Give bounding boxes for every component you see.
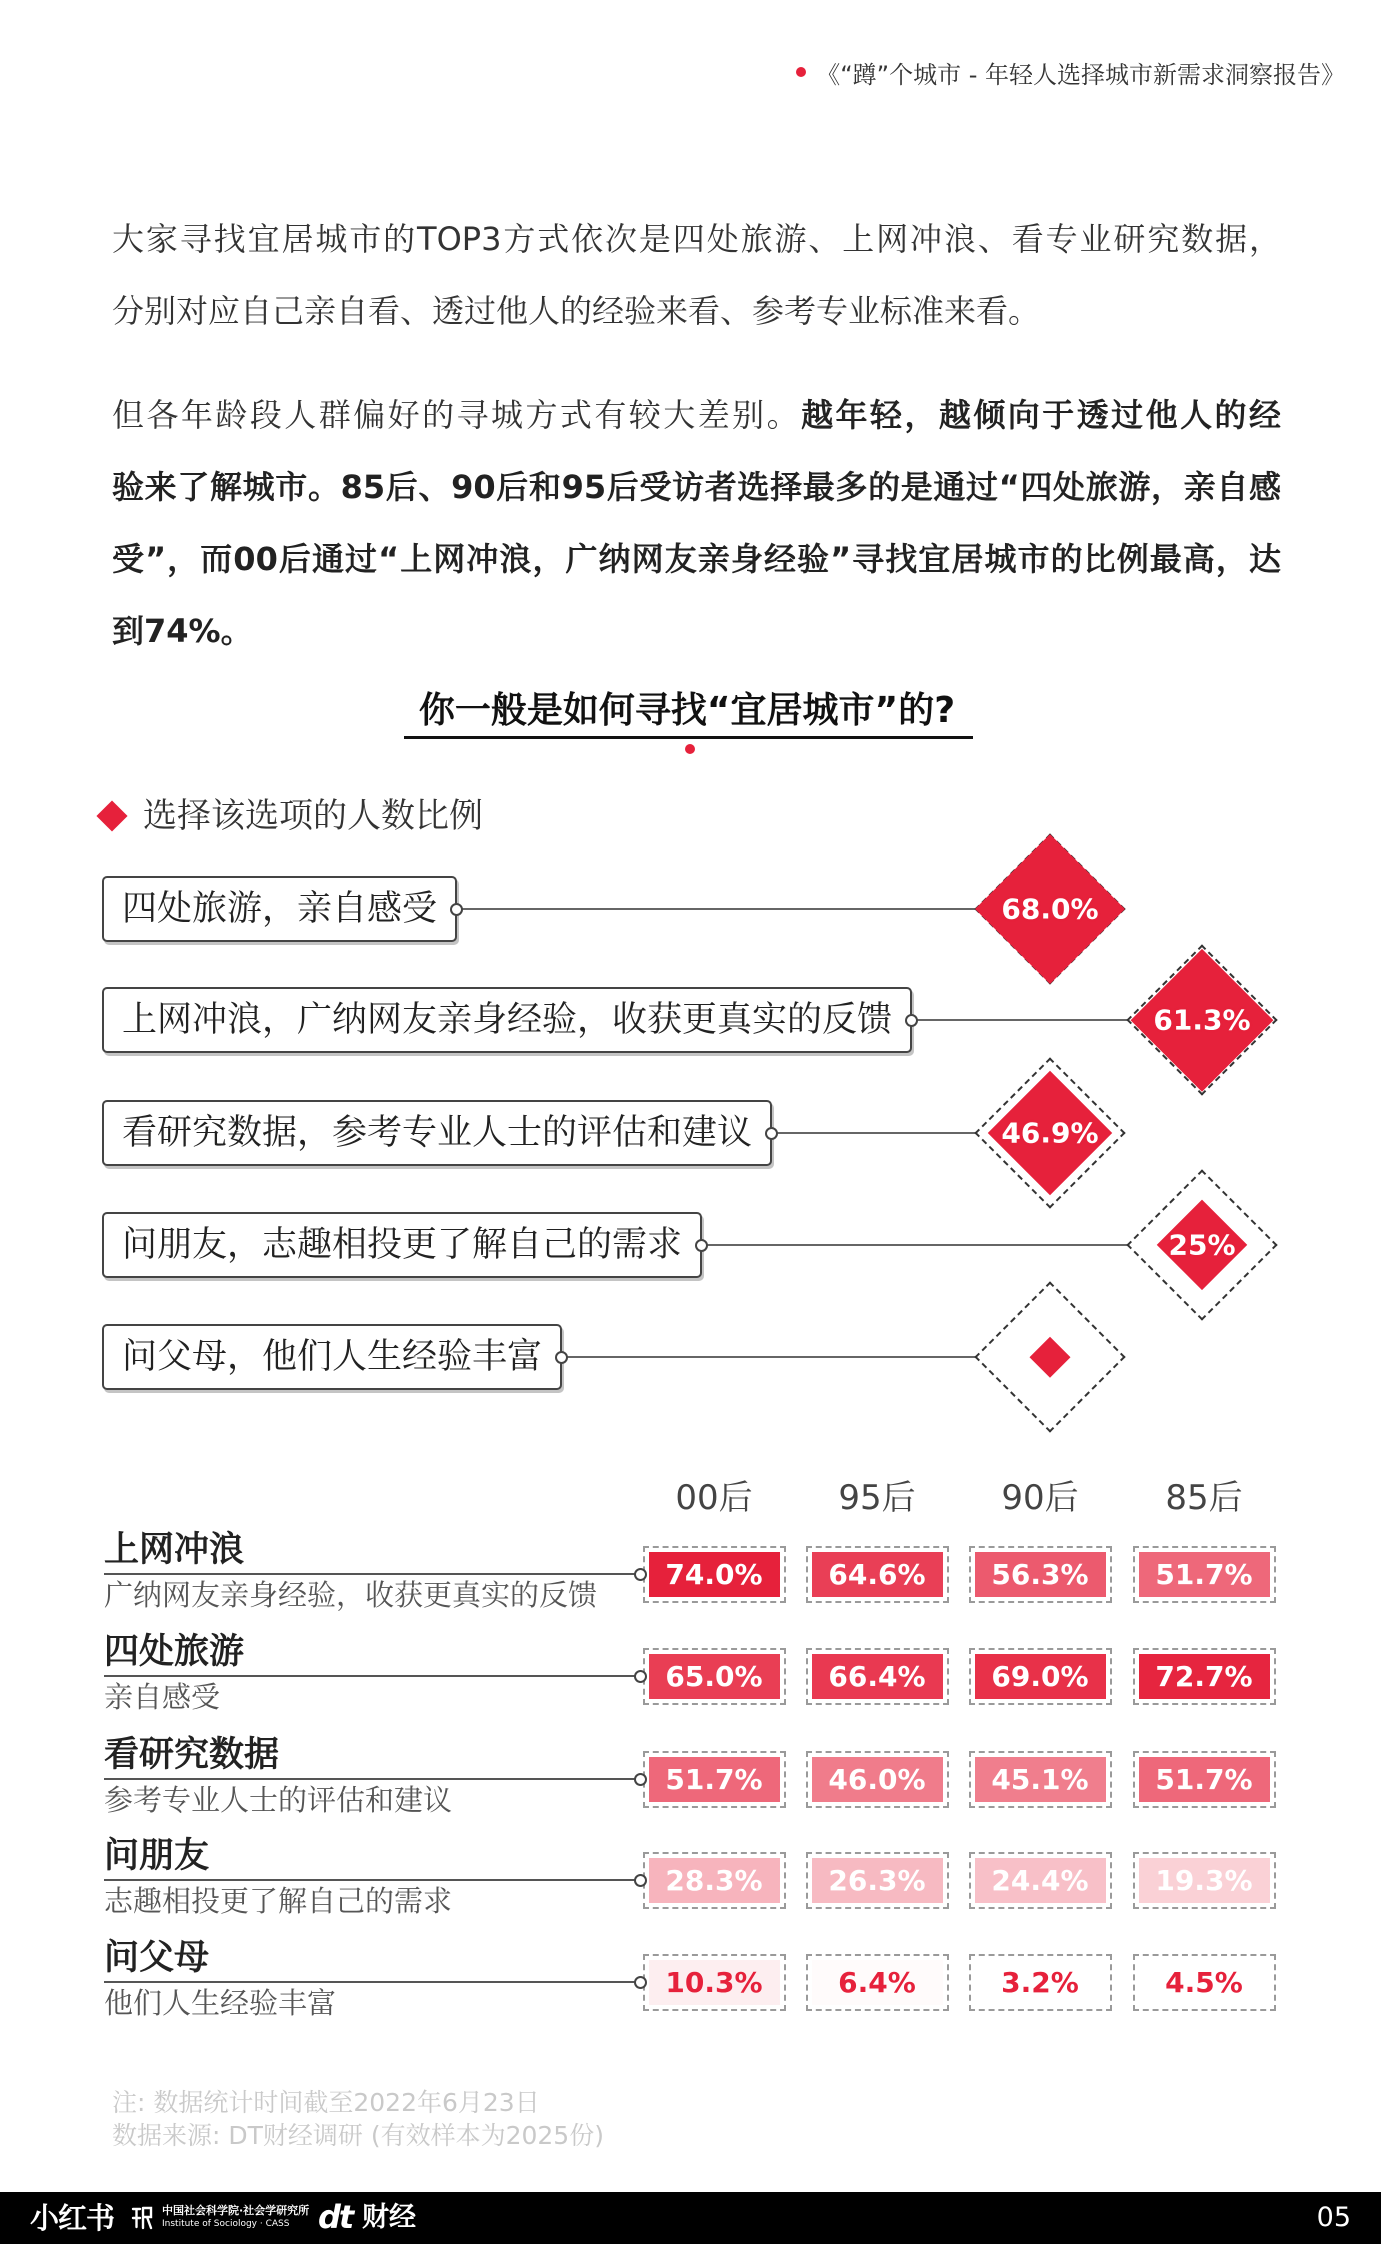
row-subtitle: 广纳网友亲身经验，收获更真实的反馈 — [104, 1578, 598, 1612]
title-dot-icon — [685, 744, 695, 754]
value-cell — [969, 1954, 1112, 2011]
option-label: 四处旅游，亲自感受 — [102, 876, 457, 942]
value-cell — [643, 1852, 786, 1909]
option-row — [102, 987, 1202, 1053]
value-cell — [806, 1751, 949, 1808]
value-cell — [643, 1648, 786, 1705]
intro-paragraph-2 — [112, 379, 1281, 667]
diamond-value-label: 61.3% — [1153, 1003, 1251, 1037]
value-cell — [969, 1648, 1112, 1705]
dt-logo-mark: dt — [318, 2198, 353, 2236]
value-cell — [806, 1954, 949, 2011]
value-cell-label: 10.3% — [665, 1965, 763, 1999]
row-subtitle: 志趣相投更了解自己的需求 — [104, 1884, 453, 1918]
value-cell — [969, 1546, 1112, 1603]
option-label: 问父母，他们人生经验丰富 — [102, 1324, 562, 1390]
value-cell-label: 69.0% — [991, 1659, 1089, 1693]
column-header: 95后 — [838, 1478, 916, 1518]
title-underline — [404, 736, 973, 739]
value-cell — [1133, 1546, 1276, 1603]
value-cell — [643, 1954, 786, 2011]
value-cell-label: 56.3% — [991, 1557, 1089, 1591]
value-cell-label: 51.7% — [1155, 1557, 1253, 1591]
value-cell — [1133, 1852, 1276, 1909]
cass-emblem-icon — [130, 2205, 154, 2231]
intro-highlight-line: 受”，而00后通过“上网冲浪，广纳网友亲身经验”寻找宜居城市的比例最高，达 — [112, 540, 1281, 578]
option-row — [102, 1212, 1202, 1278]
intro-paragraph-line: 分别对应自己亲自看、透过他人的经验来看、参考专业标准来看。 — [112, 292, 1041, 330]
value-cell — [1133, 1751, 1276, 1808]
intro-paragraph-line: 大家寻找宜居城市的TOP3方式依次是四处旅游、上网冲浪、看专业研究数据， — [112, 220, 1281, 258]
report-title: 《“蹲”个城市 - 年轻人选择城市新需求洞察报告》 — [816, 60, 1345, 89]
value-cell-label: 45.1% — [991, 1762, 1089, 1796]
intro-paragraph-line — [112, 379, 1281, 451]
intro-highlight-line: 验来了解城市。85后、90后和95后受访者选择最多的是通过“四处旅游，亲自感 — [112, 468, 1281, 506]
row-connector-dot — [634, 1976, 647, 1989]
value-cell — [806, 1648, 949, 1705]
intro-paragraph-1 — [112, 203, 1281, 347]
cass-name-cn: 中国社会科学院·社会学研究所 — [162, 2204, 310, 2217]
row-subtitle: 亲自感受 — [104, 1680, 221, 1714]
legend-diamond-icon — [96, 800, 127, 831]
value-cell-label: 46.0% — [828, 1762, 926, 1796]
row-connector-dot — [634, 1874, 647, 1887]
column-header: 00后 — [675, 1478, 753, 1518]
row-rule — [104, 1981, 640, 1983]
footer-bar — [0, 2192, 1381, 2244]
value-cell-label: 65.0% — [665, 1659, 763, 1693]
value-cell — [969, 1852, 1112, 1909]
legend-label: 选择该选项的人数比例 — [143, 796, 483, 836]
option-row — [102, 1324, 1050, 1390]
row-subtitle: 参考专业人士的评估和建议 — [104, 1783, 453, 1817]
value-cell-label: 64.6% — [828, 1557, 926, 1591]
row-subtitle: 他们人生经验丰富 — [104, 1986, 337, 2020]
value-cell — [806, 1546, 949, 1603]
connector-dot — [695, 1239, 708, 1252]
value-cell-label: 19.3% — [1155, 1863, 1253, 1897]
footnotes — [112, 2086, 604, 2152]
footnote-date: 注: 数据统计时间截至2022年6月23日 — [112, 2088, 540, 2117]
value-cell-label: 26.3% — [828, 1863, 926, 1897]
connector-line — [461, 908, 1050, 910]
option-label: 看研究数据，参考专业人士的评估和建议 — [102, 1100, 772, 1166]
column-header: 90后 — [1001, 1478, 1079, 1518]
value-cell — [643, 1751, 786, 1808]
row-title: 问父母 — [104, 1938, 210, 1978]
diamond-value-label: 46.9% — [1001, 1116, 1099, 1150]
row-title: 问朋友 — [104, 1836, 210, 1876]
value-cell-label: 51.7% — [1155, 1762, 1253, 1796]
option-row — [102, 1100, 1050, 1166]
row-rule — [104, 1778, 640, 1780]
value-cell-label: 72.7% — [1155, 1659, 1253, 1693]
option-label: 问朋友，志趣相投更了解自己的需求 — [102, 1212, 702, 1278]
row-rule — [104, 1573, 640, 1575]
value-cell-label: 51.7% — [665, 1762, 763, 1796]
option-label: 上网冲浪，广纳网友亲身经验，收获更真实的反馈 — [102, 987, 912, 1053]
value-cell-label: 6.4% — [838, 1965, 916, 1999]
row-rule — [104, 1675, 640, 1677]
value-cell — [806, 1852, 949, 1909]
row-title: 四处旅游 — [104, 1632, 245, 1672]
value-cell-label: 66.4% — [828, 1659, 926, 1693]
connector-dot — [765, 1127, 778, 1140]
value-cell — [1133, 1648, 1276, 1705]
intro-highlight-line: 到74%。 — [112, 612, 253, 650]
connector-dot — [555, 1351, 568, 1364]
row-connector-dot — [634, 1773, 647, 1786]
diamond-value-label: 25% — [1168, 1228, 1236, 1262]
connector-dot — [450, 903, 463, 916]
column-header: 85后 — [1165, 1478, 1243, 1518]
cass-institute-logo — [162, 2204, 309, 2230]
intro-highlight-text: 越年轻，越倾向于透过他人的经 — [801, 396, 1281, 434]
value-cell-label: 4.5% — [1165, 1965, 1243, 1999]
row-rule — [104, 1879, 640, 1881]
value-cell-label: 28.3% — [665, 1863, 763, 1897]
row-connector-dot — [634, 1568, 647, 1581]
value-cell-label: 3.2% — [1001, 1965, 1079, 1999]
value-cell — [643, 1546, 786, 1603]
option-row — [102, 876, 1050, 942]
row-title: 上网冲浪 — [104, 1530, 245, 1570]
value-cell-label: 74.0% — [665, 1557, 763, 1591]
dt-logo-name: 财经 — [362, 2202, 416, 2233]
value-cell-label: 24.4% — [991, 1863, 1089, 1897]
xiaohongshu-logo: 小红书 — [30, 2201, 115, 2235]
chart-title: 你一般是如何寻找“宜居城市”的? — [418, 690, 956, 731]
connector-dot — [905, 1014, 918, 1027]
header-bullet-icon — [796, 67, 806, 77]
value-cell — [969, 1751, 1112, 1808]
intro-regular-text: 但各年龄段人群偏好的寻城方式有较大差别。 — [112, 396, 802, 434]
cass-name-en: Institute of Sociology · CASS — [162, 2219, 290, 2229]
report-header — [796, 56, 1345, 88]
value-cell — [1133, 1954, 1276, 2011]
row-connector-dot — [634, 1670, 647, 1683]
footnote-source: 数据来源: DT财经调研 (有效样本为2025份) — [112, 2121, 604, 2150]
diamond-value-label: 68.0% — [1001, 892, 1099, 926]
row-title: 看研究数据 — [104, 1735, 280, 1775]
page-number: 05 — [1316, 2202, 1351, 2233]
